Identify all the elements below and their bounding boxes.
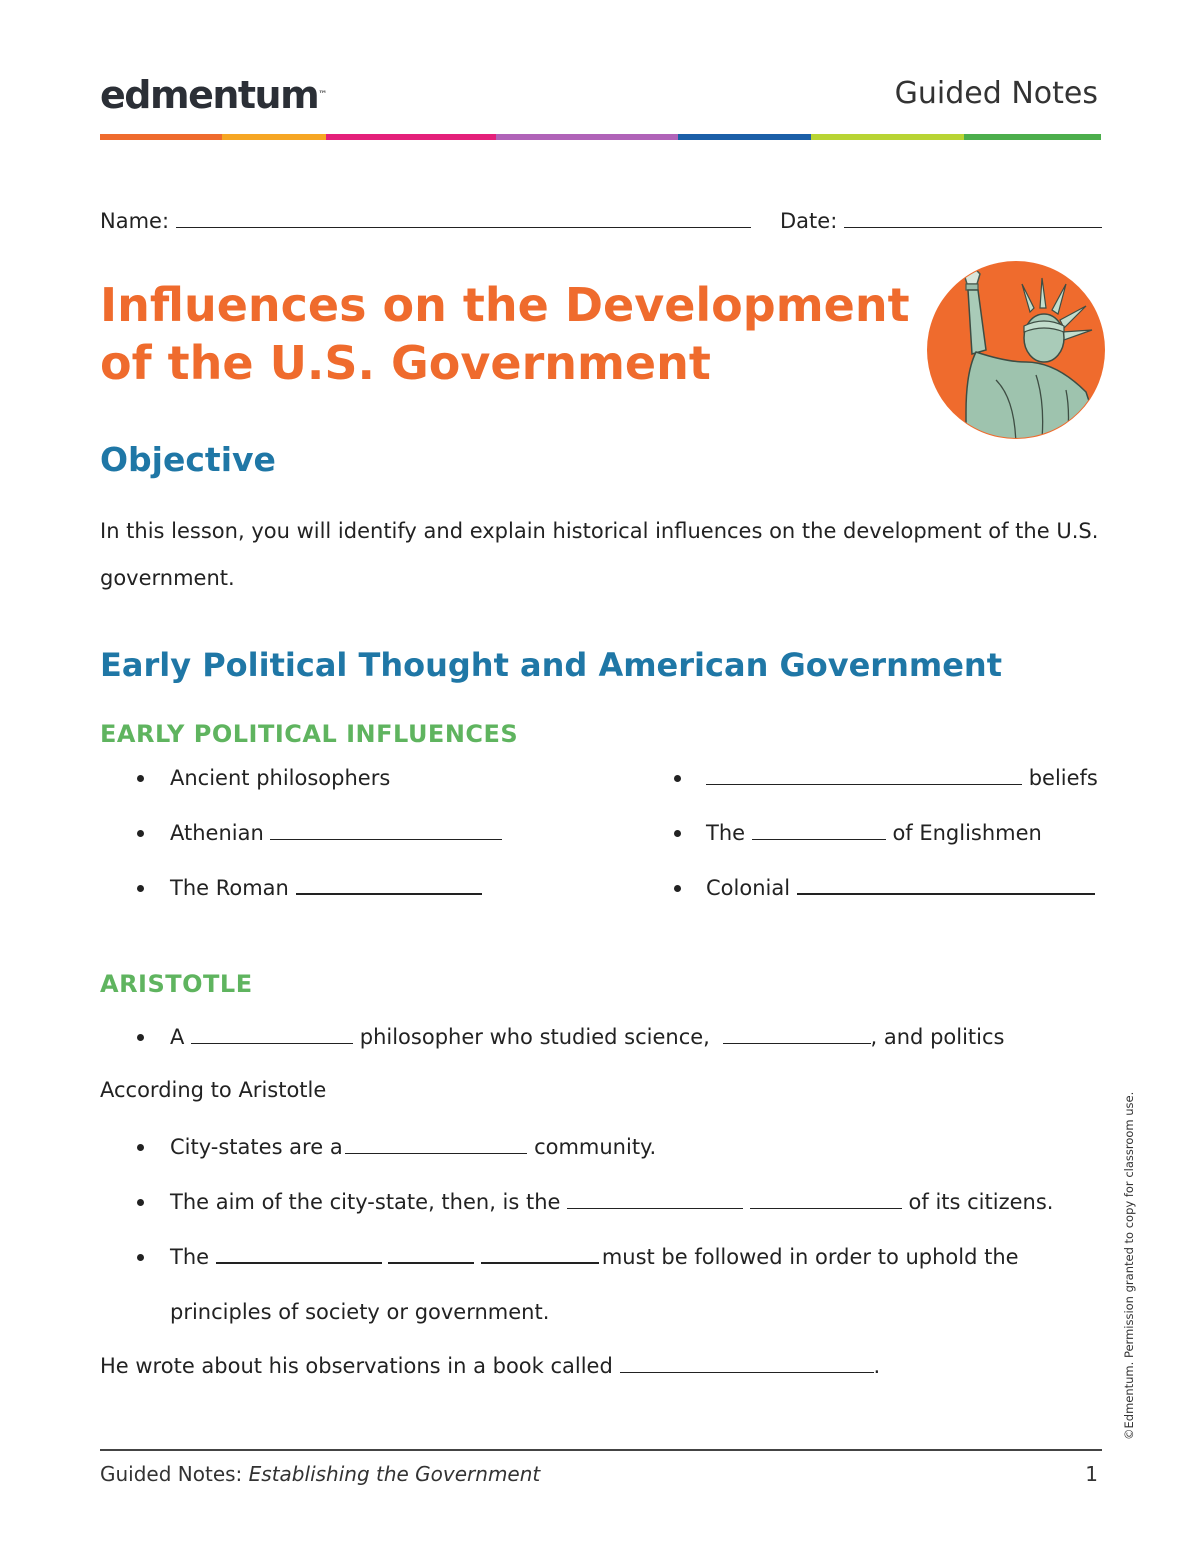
influence-blank[interactable] (706, 766, 1022, 785)
influence-item-text: The (706, 821, 746, 845)
aristotle-text: philosopher who studied science, (359, 1025, 710, 1049)
aristotle-item-4-cont: principles of society or government. (170, 1300, 550, 1324)
title-line-2: of the U.S. Government (100, 336, 711, 390)
footer-prefix: Guided Notes: (100, 1462, 249, 1486)
aristotle-item-4 (170, 1243, 1019, 1271)
aristotle-blank[interactable] (191, 1025, 353, 1044)
influence-item-text: The Roman (170, 876, 289, 900)
influence-item-1 (170, 764, 390, 792)
influence-item-text: Colonial (706, 876, 791, 900)
aristotle-text: The (170, 1245, 210, 1269)
doc-type-label: Guided Notes (894, 76, 1098, 111)
page-number: 1 (1085, 1462, 1098, 1486)
aristotle-item-3 (170, 1188, 1053, 1216)
stripe-segment (222, 134, 326, 140)
aristotle-blank[interactable] (750, 1190, 902, 1209)
name-blank[interactable] (176, 209, 751, 228)
footer-title (100, 1462, 540, 1486)
bullet-dot (674, 830, 681, 837)
influence-item-text: beliefs (1028, 766, 1098, 790)
influence-blank[interactable] (270, 821, 502, 840)
logo-trademark: ™ (318, 90, 328, 100)
name-label: Name: (100, 209, 170, 233)
stripe-segment (964, 134, 1101, 140)
stripe-segment (811, 134, 964, 140)
influence-blank[interactable] (797, 875, 1095, 895)
influence-blank[interactable] (752, 821, 886, 840)
objective-heading: Objective (100, 440, 276, 479)
book-blank[interactable] (620, 1354, 874, 1373)
logo-text: edmentum (100, 73, 319, 117)
influence-item-text: of Englishmen (892, 821, 1042, 845)
influence-item-text: Ancient philosophers (170, 766, 391, 790)
stripe-segment (100, 134, 222, 140)
aristotle-blank[interactable] (723, 1025, 871, 1044)
aristotle-blank[interactable] (481, 1244, 599, 1264)
book-period: . (873, 1354, 881, 1378)
influence-item-5 (706, 819, 1042, 847)
influence-item-4 (706, 764, 1098, 792)
date-blank[interactable] (844, 209, 1102, 228)
aristotle-heading: ARISTOTLE (100, 970, 253, 998)
copyright-note: ©Edmentum. Permission granted to copy for classroom use. (1122, 1091, 1136, 1440)
bullet-dot (137, 830, 144, 837)
aristotle-item-2 (170, 1133, 656, 1161)
aristotle-text: community. (534, 1135, 657, 1159)
bullet-dot (137, 1144, 144, 1151)
objective-text: In this lesson, you will identify and explain historical influences on the development of the U.S. government. (100, 519, 1099, 590)
stripe-segment (678, 134, 811, 140)
bullet-dot (137, 1034, 144, 1041)
influence-item-2 (170, 819, 502, 847)
stripe-segment (496, 134, 678, 140)
bullet-dot (137, 1254, 144, 1261)
bullet-dot (137, 885, 144, 892)
footer-unit: Establishing the Government (248, 1462, 541, 1486)
bullet-dot (137, 1199, 144, 1206)
bullet-dot (674, 885, 681, 892)
footer-divider (100, 1449, 1102, 1451)
aristotle-text: of its citizens. (908, 1190, 1054, 1214)
influence-item-6 (706, 874, 1095, 902)
aristotle-text: A (170, 1025, 185, 1049)
influence-blank[interactable] (296, 875, 482, 895)
influence-item-3 (170, 874, 482, 902)
influences-heading: EARLY POLITICAL INFLUENCES (100, 720, 519, 748)
aristotle-blank[interactable] (567, 1190, 743, 1209)
aristotle-text: City-states are a (170, 1135, 343, 1159)
aristotle-text: must be followed in order to uphold the (601, 1245, 1019, 1269)
aristotle-text: The aim of the city-state, then, is the (170, 1190, 561, 1214)
bullet-dot (674, 775, 681, 782)
stripe-segment (326, 134, 496, 140)
aristotle-blank[interactable] (216, 1244, 382, 1264)
name-field (100, 209, 751, 233)
bullet-dot (137, 775, 144, 782)
influence-item-text: Athenian (170, 821, 264, 845)
date-field (780, 209, 1102, 233)
page-title (100, 276, 920, 392)
aristotle-blank[interactable] (345, 1135, 527, 1154)
color-stripe (100, 134, 1101, 140)
edmentum-logo (100, 70, 327, 120)
aristotle-item-1 (170, 1023, 1004, 1051)
aristotle-blank[interactable] (388, 1244, 474, 1264)
statue-of-liberty-icon (926, 260, 1106, 440)
date-label: Date: (780, 209, 838, 233)
section-heading: Early Political Thought and American Government (100, 646, 1002, 684)
book-text: He wrote about his observations in a book called (100, 1354, 613, 1378)
title-line-1: Influences on the Development (100, 278, 910, 332)
book-line (100, 1354, 880, 1378)
according-text: According to Aristotle (100, 1078, 327, 1102)
aristotle-text: , and politics (870, 1025, 1005, 1049)
